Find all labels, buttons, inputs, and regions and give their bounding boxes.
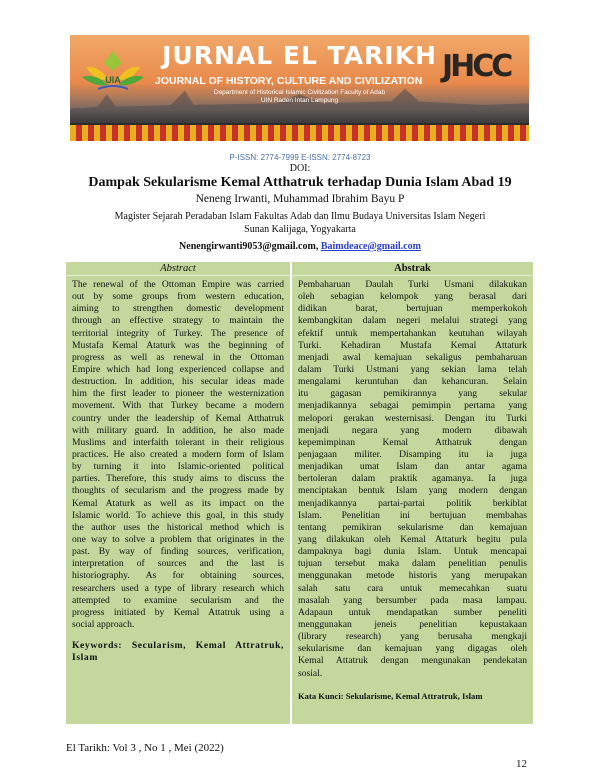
abstract-indonesian — [292, 262, 533, 724]
text-line: oleh sebagian kelompok yang berasal dari — [298, 291, 527, 303]
abstract-english — [66, 262, 290, 724]
abstract-body — [66, 276, 290, 631]
keywords: Keywords: Secularism, Kemal Attratruk, Islam — [72, 640, 284, 664]
text-line: Turki. Kehadiran Mustafa Kemal Attaturk — [298, 339, 527, 351]
text-line: melopori gerakan westernisasi. Dengan itu Turki — [298, 412, 527, 424]
text-line: menciptakan bentuk Islam yang modern dengan — [298, 485, 527, 497]
text-line: Kemal Ataturk as well as its impact on the — [72, 497, 284, 509]
text-line: salah satu cara untuk memecahkan suatu — [298, 582, 527, 594]
text-line: menjadikannya sebagai pemimpin pertama yang — [298, 400, 527, 412]
page-number: 12 — [516, 758, 527, 770]
text-line: interpretation of sources and the last is — [72, 558, 284, 570]
text-line: progress initiated by Kemal Attatruk using a — [72, 606, 284, 618]
journal-subtitle: JOURNAL OF HISTORY, CULTURE AND CIVILIZATION — [155, 75, 423, 87]
text-line: kembangkitan dalam negeri melalui strategi yang — [298, 315, 527, 327]
text-line: penjagaan militer. Disamping itu ia juga — [298, 448, 527, 460]
text-line: Pembaharuan Daulah Turki Usmani dilakukan — [298, 279, 527, 290]
text-line: Muslims and interfaith tolerant in their religious — [72, 436, 284, 448]
text-line: attempted to examine secularism and the — [72, 594, 284, 606]
text-line: efektif untuk mempertahankan keutuhan wilayah — [298, 327, 527, 339]
logo-left-text: UIA — [105, 75, 121, 85]
affiliation-line-1: Magister Sejarah Peradaban Islam Fakultas Adab dan Ilmu Budaya Universitas Islam Negeri — [114, 211, 486, 222]
affiliation — [0, 210, 600, 236]
text-line: Mustafa Kemal Ataturk was the beginning of — [72, 339, 284, 351]
email-1: Nenengirwanti9053@gmail.com, — [179, 241, 319, 252]
text-line: sosial. — [298, 667, 323, 679]
abstract-heading: Abstract — [66, 262, 290, 276]
text-line: menggunakan metode historis yang merupakan — [298, 570, 527, 582]
text-line: dampaknya bagi dunia Islam. Untuk mencapai — [298, 546, 527, 558]
text-line: thoughts of secularism and the progress made by — [72, 485, 284, 497]
text-line: dalam Turki Ustmani yang sekian lama telah — [298, 363, 527, 375]
text-line: out by some groups from western education, — [72, 291, 284, 303]
journal-banner — [70, 35, 529, 141]
text-line: bertoleran dalam praktik agamanya. Ia juga — [298, 473, 527, 485]
jhcc-logo — [442, 49, 511, 95]
journal-title: JURNAL EL TARIKH — [162, 41, 437, 70]
text-line: sekularisme dan kemajuan yang digagas oleh — [298, 643, 527, 655]
text-line: The renewal of the Ottoman Empire was carried — [72, 279, 284, 290]
text-line: menggunakan jeneis penelitian kepustakaan — [298, 618, 527, 630]
journal-department: Department of Historical Islamic Civilization Faculty of Adab — [213, 89, 386, 96]
text-line: progress as well as renewal in the Ottoman — [72, 351, 284, 363]
text-line: one way to solve a problem that originates in the — [72, 533, 284, 545]
authors: Neneng Irwanti, Muhammad Ibrahim Bayu P — [195, 193, 405, 205]
text-line: researchers used a type of library research which — [72, 582, 284, 594]
text-line: tujuan tersebut maka dalam penelitian penulis — [298, 558, 527, 570]
emails — [0, 241, 600, 252]
text-line: (library research) yang berusaha mengkaji — [298, 631, 527, 643]
text-line: country under the leadership of Kemal Atthatruk — [72, 412, 284, 424]
text-line: the author uses the historical method which is — [72, 521, 284, 533]
issn: P-ISSN: 2774-7999 E-ISSN: 2774-8723 — [229, 153, 371, 162]
text-line: parties. Therefore, this study aims to discuss the — [72, 473, 284, 485]
text-line: him the first leader to pioneer the westernization — [72, 388, 284, 400]
text-line: by turning it into Islamic-oriented political — [72, 461, 284, 473]
text-line: didikan barat, bertujuan memperkokoh — [298, 303, 527, 315]
text-line: with military guard. In addition, he also made — [72, 424, 284, 436]
abstrak-heading: Abstrak — [292, 262, 533, 276]
text-line: Kemal Attatruk dengan mengunakan pendekatan — [298, 655, 527, 667]
tapis-pattern-border — [70, 125, 529, 141]
abstrak-body — [292, 276, 533, 680]
doi: DOI: — [289, 163, 311, 174]
text-line: territorial integrity of Turkey. The presence of — [72, 327, 284, 339]
text-line: through an effective strategy to maintain the — [72, 315, 284, 327]
text-line: menjadikan umat Islam dan antar agama — [298, 461, 527, 473]
text-line: masalah yang bersumber pada masa lampau. — [298, 594, 527, 606]
text-line: past. By way of finding sources, verification, — [72, 546, 284, 558]
text-line: itu gagasan pemikirannya yang sekular — [298, 388, 527, 400]
text-line: practices. He also created a modern form of Islam — [72, 448, 284, 460]
email-2-link[interactable]: Baimdeace@gmail.com — [320, 241, 421, 252]
text-line: tentang pemikiran sekularisme dan kemajuan — [298, 521, 527, 533]
text-line: menjadi negara yang modern dibawah — [298, 424, 527, 436]
text-line: Islamic world. To achieve this goal, in this study — [72, 509, 284, 521]
text-line: historiography. As for obtaining sources, — [72, 570, 284, 582]
affiliation-line-2: Sunan Kalijaga, Yogyakarta — [244, 224, 356, 235]
jhcc-logo-text: JHCC — [442, 49, 511, 84]
text-line: Empire which had long experienced collapse and — [72, 363, 284, 375]
text-line: menjadi awal kemajuan sekaligus pembaharuan — [298, 351, 527, 363]
text-line: aiming to strengthen domestic development — [72, 303, 284, 315]
text-line: kepemimpinan Kemal Atthatruk dengan — [298, 436, 527, 448]
text-line: movement. With that Turkey became a modern — [72, 400, 284, 412]
text-line: social approach. — [72, 618, 135, 630]
journal-footer: El Tarikh: Vol 3 , No 1 , Mei (2022) — [66, 742, 224, 754]
text-line: yang dilakukan oleh Kemal Attaturk begitu pula — [298, 533, 527, 545]
text-line: Adapaun untuk mendapatkan sumber peneliti — [298, 606, 527, 618]
paper-title: Dampak Sekularisme Kemal Atthatruk terhadap Dunia Islam Abad 19 — [88, 175, 512, 190]
journal-university: UIN Raden Intan Lampung — [260, 97, 339, 104]
text-line: Islam. Penelitian ini bertujuan membahas — [298, 509, 527, 521]
text-line: menjadikannya partai-partai politik berkiblat — [298, 497, 527, 509]
text-line: mengalami keruntuhan dan kehancuran. Selain — [298, 376, 527, 388]
text-line: destruction. In addition, his secular ideas made — [72, 376, 284, 388]
kata-kunci: Kata Kunci: Sekularisme, Kemal Attratruk, Islam — [298, 690, 483, 701]
